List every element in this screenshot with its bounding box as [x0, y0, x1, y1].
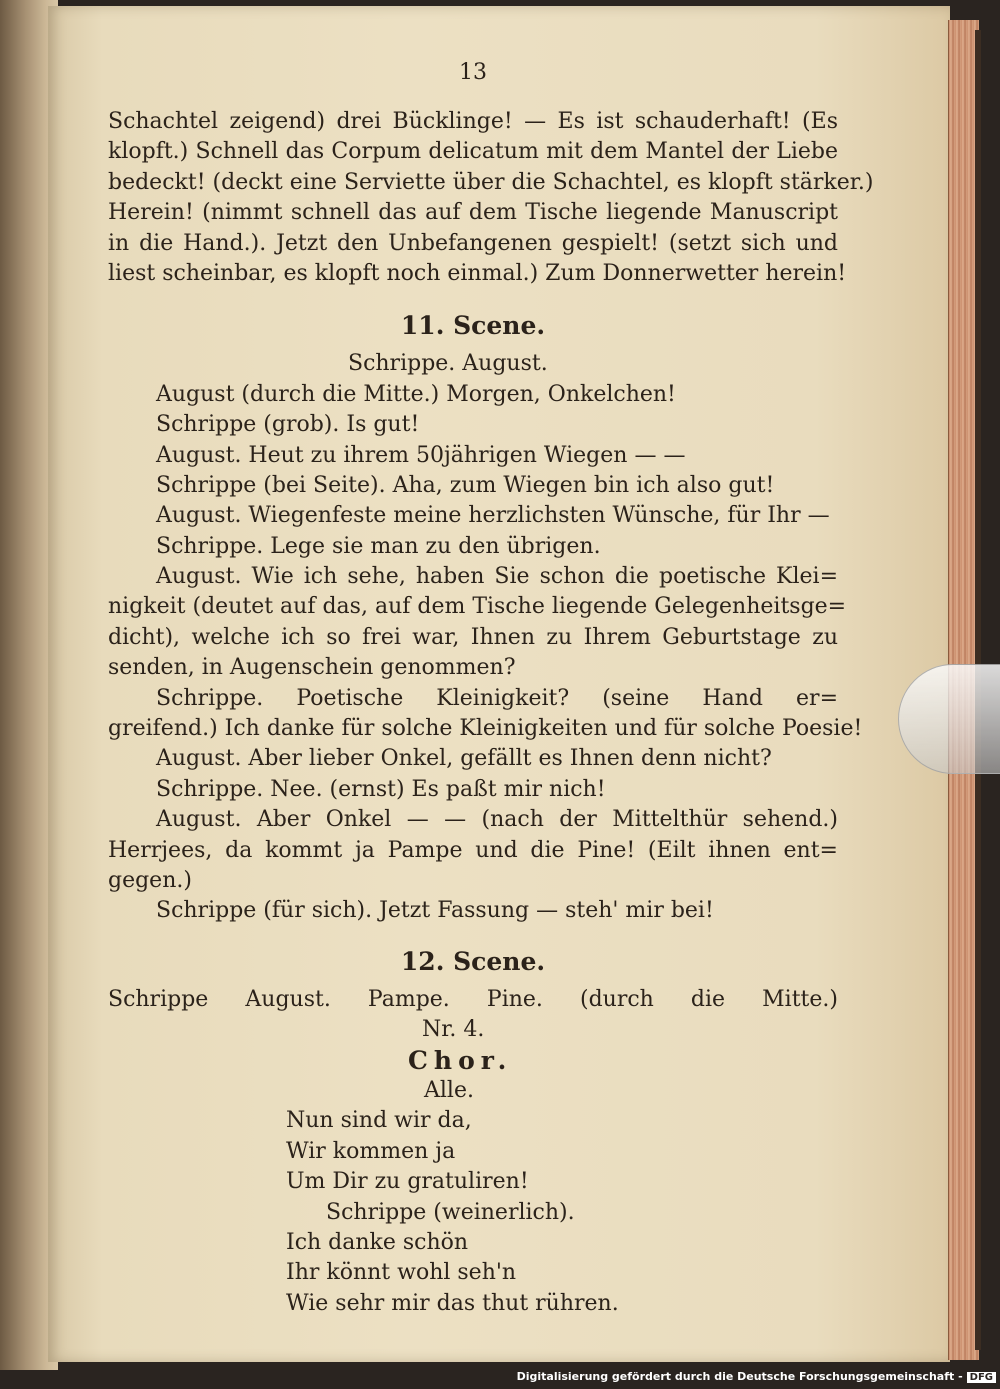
dialogue-line: August. Heut zu ihrem 50jährigen Wiegen — — [156, 442, 686, 468]
text-line: in die Hand.). Jetzt den Unbefangenen gespielt! (setzt sich und [108, 230, 838, 256]
song-line: Ich danke schön [286, 1229, 469, 1255]
dialogue-line: August. Wiegenfeste meine herzlichsten Wünsche, für Ihr — [156, 503, 830, 529]
dialogue-line: Schrippe (bei Seite). Aha, zum Wiegen bin ich also gut! [156, 472, 775, 498]
dialogue-line: greifend.) Ich danke für solche Kleinigkeiten und für solche Poesie! [108, 716, 863, 742]
scene-12-cast: Schrippe August. Pampe. Pine. (durch die Mitte.) [108, 986, 838, 1012]
dialogue-line: nigkeit (deutet auf das, auf dem Tische liegende Gelegenheitsge= [108, 594, 847, 620]
plastic-page-clip [898, 664, 1000, 774]
dialogue-line: Schrippe. Nee. (ernst) Es paßt mir nich! [156, 776, 606, 802]
schrippe-cue: Schrippe (weinerlich). [326, 1199, 575, 1225]
digitization-footer [517, 1370, 996, 1383]
text-line: klopft.) Schnell das Corpum delicatum mit dem Mantel der Liebe [108, 139, 838, 165]
scene-11-dialogue [108, 380, 863, 927]
scene-11-cast: Schrippe. August. [348, 351, 548, 377]
dialogue-line: Schrippe. Poetische Kleinigkeit? (seine Hand er= [156, 685, 838, 711]
text-line: bedeckt! (deckt eine Serviette über die Schachtel, es klopft stärker.) [108, 169, 874, 195]
dialogue-line: Schrippe. Lege sie man zu den übrigen. [156, 533, 601, 559]
text-line: Herein! (nimmt schnell das auf dem Tische liegende Manuscript [108, 200, 838, 226]
dialogue-line: gegen.) [108, 867, 192, 893]
song-line: Wie sehr mir das thut rühren. [286, 1290, 619, 1316]
song-line: Wir kommen ja [286, 1138, 456, 1164]
text-line: liest scheinbar, es klopft noch einmal.) Zum Donnerwetter herein! [108, 260, 847, 286]
dialogue-line: August. Aber lieber Onkel, gefällt es Ihnen denn nicht? [156, 746, 772, 772]
dialogue-line: dicht), welche ich so frei war, Ihnen zu Ihrem Geburtstage zu [108, 624, 838, 650]
text-line: Schachtel zeigend) drei Bücklinge! — Es ist schauderhaft! (Es [108, 109, 838, 134]
song-line: Nun sind wir da, [286, 1108, 472, 1134]
dialogue-line: August (durch die Mitte.) Morgen, Onkelchen! [156, 381, 676, 407]
page-text [108, 60, 874, 1319]
paragraph-1 [108, 107, 874, 289]
dialogue-line: Herrjees, da kommt ja Pampe und die Pine! (Eilt ihnen ent= [108, 837, 838, 863]
dialogue-line: Schrippe (grob). Is gut! [156, 412, 420, 438]
song-line: Ihr könnt wohl seh'n [286, 1260, 517, 1286]
scene-12-heading: 12. Scene. [400, 946, 546, 976]
dialogue-line: August. Aber Onkel — — (nach der Mittelthür sehend.) [156, 807, 838, 833]
dialogue-line: senden, in Augenschein genommen? [108, 655, 516, 681]
page-number: 13 [459, 60, 487, 85]
dialogue-line: August. Wie ich sehe, haben Sie schon die poetische Klei= [156, 564, 838, 590]
footer-text: Digitalisierung gefördert durch die Deutsche Forschungsgemeinschaft - [516, 1370, 963, 1383]
dialogue-line: Schrippe (für sich). Jetzt Fassung — steh' mir bei! [156, 898, 714, 924]
song-line: Um Dir zu gratuliren! [286, 1169, 529, 1195]
scene-11-heading: 11. Scene. [400, 311, 546, 341]
dfg-logo: DFG [967, 1372, 996, 1383]
number-label: Nr. 4. [422, 1017, 485, 1043]
alle-label: Alle. [424, 1077, 474, 1103]
chor-heading: Chor. [408, 1045, 513, 1075]
